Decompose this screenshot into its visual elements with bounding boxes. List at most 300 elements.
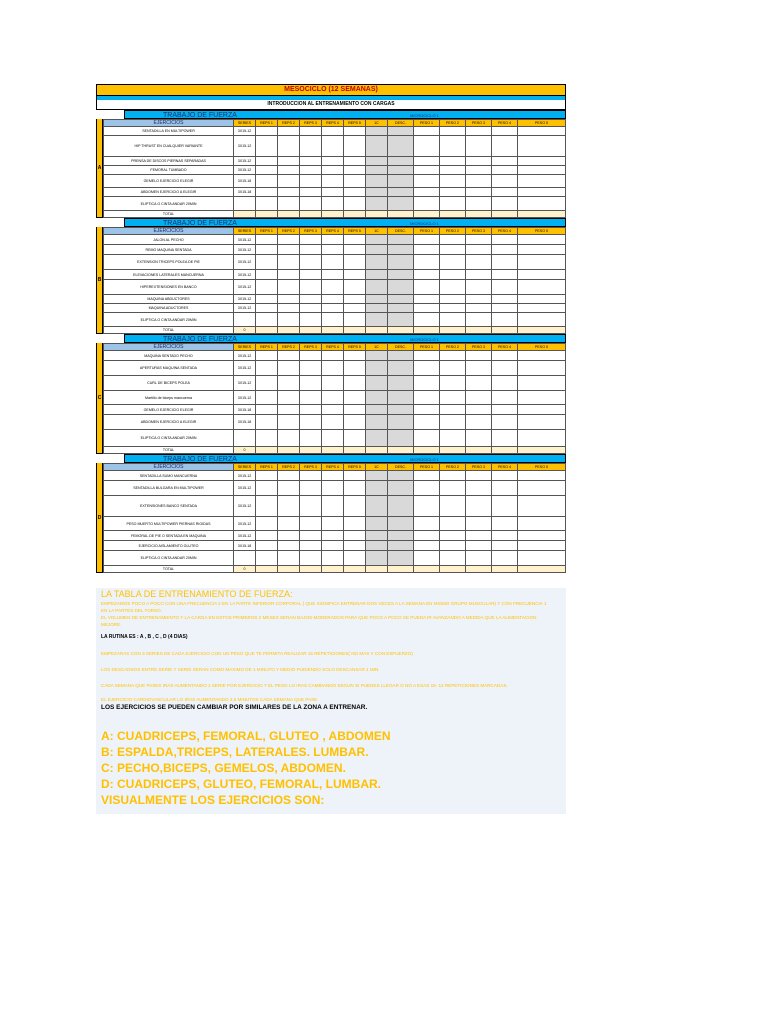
input-cell[interactable] (518, 496, 566, 517)
input-cell[interactable] (300, 280, 322, 295)
input-cell[interactable] (366, 245, 388, 255)
input-cell[interactable] (300, 197, 322, 211)
series-cell[interactable]: 3X15-12 (234, 351, 256, 361)
input-cell[interactable] (492, 541, 518, 551)
input-cell[interactable] (322, 197, 344, 211)
series-cell[interactable]: 3X15-12 (234, 304, 256, 313)
input-cell[interactable] (344, 531, 366, 541)
input-cell[interactable] (256, 415, 278, 430)
input-cell[interactable] (414, 361, 440, 376)
input-cell[interactable] (300, 481, 322, 496)
input-cell[interactable] (278, 304, 300, 313)
input-cell[interactable] (440, 197, 466, 211)
input-cell[interactable] (322, 245, 344, 255)
input-cell[interactable] (518, 245, 566, 255)
input-cell[interactable] (322, 136, 344, 157)
input-cell[interactable] (414, 175, 440, 188)
input-cell[interactable] (278, 188, 300, 197)
series-cell[interactable]: 3X15-12 (234, 235, 256, 245)
input-cell[interactable] (414, 471, 440, 481)
input-cell[interactable] (388, 481, 414, 496)
input-cell[interactable] (388, 361, 414, 376)
input-cell[interactable] (256, 270, 278, 280)
input-cell[interactable] (322, 405, 344, 415)
input-cell[interactable] (492, 175, 518, 188)
input-cell[interactable] (466, 496, 492, 517)
input-cell[interactable] (388, 471, 414, 481)
input-cell[interactable] (388, 245, 414, 255)
input-cell[interactable] (278, 136, 300, 157)
input-cell[interactable] (344, 376, 366, 391)
input-cell[interactable] (256, 376, 278, 391)
input-cell[interactable] (466, 166, 492, 175)
input-cell[interactable] (466, 351, 492, 361)
input-cell[interactable] (300, 471, 322, 481)
input-cell[interactable] (344, 415, 366, 430)
input-cell[interactable] (322, 235, 344, 245)
input-cell[interactable] (256, 481, 278, 496)
input-cell[interactable] (366, 313, 388, 327)
input-cell[interactable] (414, 313, 440, 327)
input-cell[interactable] (414, 245, 440, 255)
input-cell[interactable] (300, 361, 322, 376)
input-cell[interactable] (440, 517, 466, 531)
input-cell[interactable] (518, 270, 566, 280)
input-cell[interactable] (322, 376, 344, 391)
input-cell[interactable] (466, 391, 492, 405)
input-cell[interactable] (466, 517, 492, 531)
input-cell[interactable] (344, 295, 366, 304)
input-cell[interactable] (518, 136, 566, 157)
input-cell[interactable] (300, 313, 322, 327)
input-cell[interactable] (388, 304, 414, 313)
input-cell[interactable] (440, 235, 466, 245)
input-cell[interactable] (278, 405, 300, 415)
input-cell[interactable] (256, 541, 278, 551)
input-cell[interactable] (344, 496, 366, 517)
input-cell[interactable] (518, 235, 566, 245)
input-cell[interactable] (256, 197, 278, 211)
input-cell[interactable] (414, 270, 440, 280)
input-cell[interactable] (366, 188, 388, 197)
series-cell[interactable]: 3X15-12 (234, 280, 256, 295)
input-cell[interactable] (518, 351, 566, 361)
input-cell[interactable] (300, 415, 322, 430)
input-cell[interactable] (366, 175, 388, 188)
input-cell[interactable] (278, 245, 300, 255)
input-cell[interactable] (344, 245, 366, 255)
input-cell[interactable] (466, 127, 492, 136)
input-cell[interactable] (466, 255, 492, 270)
input-cell[interactable] (388, 351, 414, 361)
input-cell[interactable] (414, 351, 440, 361)
input-cell[interactable] (518, 157, 566, 166)
input-cell[interactable] (518, 166, 566, 175)
input-cell[interactable] (366, 376, 388, 391)
input-cell[interactable] (322, 127, 344, 136)
input-cell[interactable] (466, 481, 492, 496)
series-cell[interactable]: 3X15-18 (234, 405, 256, 415)
input-cell[interactable] (492, 496, 518, 517)
input-cell[interactable] (256, 255, 278, 270)
input-cell[interactable] (440, 295, 466, 304)
series-cell[interactable]: 3X15-12 (234, 270, 256, 280)
input-cell[interactable] (388, 541, 414, 551)
input-cell[interactable] (344, 313, 366, 327)
input-cell[interactable] (256, 175, 278, 188)
input-cell[interactable] (388, 405, 414, 415)
input-cell[interactable] (366, 270, 388, 280)
input-cell[interactable] (388, 430, 414, 447)
input-cell[interactable] (256, 295, 278, 304)
series-cell[interactable]: 3X15-12 (234, 136, 256, 157)
input-cell[interactable] (344, 188, 366, 197)
input-cell[interactable] (278, 157, 300, 166)
input-cell[interactable] (300, 391, 322, 405)
input-cell[interactable] (466, 551, 492, 566)
input-cell[interactable] (256, 391, 278, 405)
input-cell[interactable] (300, 430, 322, 447)
input-cell[interactable] (322, 481, 344, 496)
input-cell[interactable] (256, 235, 278, 245)
input-cell[interactable] (300, 136, 322, 157)
input-cell[interactable] (388, 136, 414, 157)
input-cell[interactable] (492, 415, 518, 430)
input-cell[interactable] (440, 280, 466, 295)
input-cell[interactable] (414, 405, 440, 415)
input-cell[interactable] (366, 430, 388, 447)
input-cell[interactable] (440, 415, 466, 430)
input-cell[interactable] (344, 157, 366, 166)
series-cell[interactable]: 3X15-12 (234, 127, 256, 136)
input-cell[interactable] (492, 188, 518, 197)
input-cell[interactable] (414, 127, 440, 136)
input-cell[interactable] (466, 157, 492, 166)
input-cell[interactable] (322, 351, 344, 361)
input-cell[interactable] (300, 551, 322, 566)
input-cell[interactable] (344, 280, 366, 295)
input-cell[interactable] (518, 313, 566, 327)
series-cell[interactable]: 3X15-12 (234, 245, 256, 255)
input-cell[interactable] (256, 157, 278, 166)
input-cell[interactable] (440, 376, 466, 391)
input-cell[interactable] (278, 313, 300, 327)
input-cell[interactable] (322, 541, 344, 551)
input-cell[interactable] (366, 255, 388, 270)
input-cell[interactable] (300, 496, 322, 517)
input-cell[interactable] (366, 471, 388, 481)
input-cell[interactable] (300, 405, 322, 415)
input-cell[interactable] (518, 405, 566, 415)
input-cell[interactable] (366, 496, 388, 517)
input-cell[interactable] (388, 166, 414, 175)
input-cell[interactable] (388, 391, 414, 405)
input-cell[interactable] (256, 304, 278, 313)
input-cell[interactable] (344, 430, 366, 447)
input-cell[interactable] (256, 136, 278, 157)
input-cell[interactable] (414, 430, 440, 447)
input-cell[interactable] (440, 481, 466, 496)
input-cell[interactable] (278, 351, 300, 361)
input-cell[interactable] (278, 391, 300, 405)
input-cell[interactable] (440, 361, 466, 376)
input-cell[interactable] (388, 127, 414, 136)
input-cell[interactable] (344, 551, 366, 566)
input-cell[interactable] (388, 235, 414, 245)
input-cell[interactable] (492, 531, 518, 541)
input-cell[interactable] (322, 551, 344, 566)
input-cell[interactable] (300, 517, 322, 531)
input-cell[interactable] (492, 255, 518, 270)
input-cell[interactable] (440, 157, 466, 166)
input-cell[interactable] (388, 157, 414, 166)
input-cell[interactable] (388, 175, 414, 188)
input-cell[interactable] (414, 235, 440, 245)
input-cell[interactable] (440, 166, 466, 175)
input-cell[interactable] (344, 481, 366, 496)
input-cell[interactable] (492, 481, 518, 496)
input-cell[interactable] (322, 313, 344, 327)
input-cell[interactable] (388, 531, 414, 541)
input-cell[interactable] (466, 295, 492, 304)
input-cell[interactable] (440, 430, 466, 447)
input-cell[interactable] (492, 197, 518, 211)
input-cell[interactable] (492, 351, 518, 361)
input-cell[interactable] (466, 280, 492, 295)
input-cell[interactable] (492, 517, 518, 531)
input-cell[interactable] (440, 351, 466, 361)
input-cell[interactable] (278, 376, 300, 391)
input-cell[interactable] (256, 405, 278, 415)
input-cell[interactable] (366, 280, 388, 295)
input-cell[interactable] (414, 496, 440, 517)
input-cell[interactable] (518, 127, 566, 136)
input-cell[interactable] (518, 551, 566, 566)
input-cell[interactable] (466, 304, 492, 313)
series-cell[interactable]: 3X15-12 (234, 481, 256, 496)
input-cell[interactable] (388, 551, 414, 566)
input-cell[interactable] (256, 166, 278, 175)
input-cell[interactable] (414, 304, 440, 313)
input-cell[interactable] (300, 157, 322, 166)
input-cell[interactable] (388, 313, 414, 327)
series-cell[interactable]: 3X15-12 (234, 496, 256, 517)
input-cell[interactable] (278, 197, 300, 211)
input-cell[interactable] (466, 270, 492, 280)
input-cell[interactable] (440, 496, 466, 517)
input-cell[interactable] (414, 415, 440, 430)
input-cell[interactable] (256, 280, 278, 295)
input-cell[interactable] (388, 517, 414, 531)
input-cell[interactable] (466, 471, 492, 481)
series-cell[interactable]: 3X15-12 (234, 391, 256, 405)
input-cell[interactable] (278, 531, 300, 541)
input-cell[interactable] (300, 376, 322, 391)
input-cell[interactable] (518, 541, 566, 551)
input-cell[interactable] (278, 517, 300, 531)
input-cell[interactable] (344, 517, 366, 531)
input-cell[interactable] (440, 255, 466, 270)
input-cell[interactable] (278, 496, 300, 517)
series-cell[interactable]: 3X15-12 (234, 361, 256, 376)
input-cell[interactable] (344, 175, 366, 188)
input-cell[interactable] (300, 166, 322, 175)
input-cell[interactable] (466, 415, 492, 430)
input-cell[interactable] (518, 481, 566, 496)
input-cell[interactable] (366, 127, 388, 136)
input-cell[interactable] (388, 197, 414, 211)
input-cell[interactable] (366, 415, 388, 430)
series-cell[interactable] (234, 430, 256, 447)
input-cell[interactable] (366, 551, 388, 566)
input-cell[interactable] (492, 551, 518, 566)
input-cell[interactable] (366, 361, 388, 376)
input-cell[interactable] (344, 471, 366, 481)
input-cell[interactable] (466, 405, 492, 415)
input-cell[interactable] (414, 481, 440, 496)
input-cell[interactable] (344, 127, 366, 136)
input-cell[interactable] (322, 188, 344, 197)
input-cell[interactable] (366, 531, 388, 541)
input-cell[interactable] (388, 188, 414, 197)
input-cell[interactable] (344, 235, 366, 245)
input-cell[interactable] (388, 255, 414, 270)
input-cell[interactable] (256, 127, 278, 136)
input-cell[interactable] (278, 361, 300, 376)
input-cell[interactable] (256, 551, 278, 566)
input-cell[interactable] (440, 127, 466, 136)
input-cell[interactable] (300, 531, 322, 541)
input-cell[interactable] (518, 255, 566, 270)
input-cell[interactable] (322, 270, 344, 280)
input-cell[interactable] (388, 415, 414, 430)
input-cell[interactable] (256, 531, 278, 541)
input-cell[interactable] (322, 304, 344, 313)
input-cell[interactable] (440, 304, 466, 313)
input-cell[interactable] (322, 361, 344, 376)
input-cell[interactable] (366, 295, 388, 304)
input-cell[interactable] (492, 136, 518, 157)
input-cell[interactable] (256, 471, 278, 481)
series-cell[interactable]: 3X15-12 (234, 157, 256, 166)
input-cell[interactable] (492, 157, 518, 166)
input-cell[interactable] (414, 280, 440, 295)
input-cell[interactable] (344, 166, 366, 175)
input-cell[interactable] (278, 481, 300, 496)
input-cell[interactable] (414, 551, 440, 566)
input-cell[interactable] (466, 235, 492, 245)
input-cell[interactable] (366, 517, 388, 531)
input-cell[interactable] (440, 136, 466, 157)
input-cell[interactable] (466, 245, 492, 255)
input-cell[interactable] (278, 541, 300, 551)
input-cell[interactable] (518, 361, 566, 376)
input-cell[interactable] (440, 245, 466, 255)
input-cell[interactable] (518, 430, 566, 447)
input-cell[interactable] (414, 188, 440, 197)
input-cell[interactable] (322, 496, 344, 517)
input-cell[interactable] (278, 280, 300, 295)
series-cell[interactable]: 3X15-12 (234, 376, 256, 391)
series-cell[interactable]: 3X15-12 (234, 166, 256, 175)
input-cell[interactable] (322, 295, 344, 304)
input-cell[interactable] (518, 517, 566, 531)
input-cell[interactable] (322, 166, 344, 175)
input-cell[interactable] (322, 517, 344, 531)
input-cell[interactable] (440, 391, 466, 405)
series-cell[interactable] (234, 197, 256, 211)
input-cell[interactable] (466, 197, 492, 211)
input-cell[interactable] (344, 351, 366, 361)
input-cell[interactable] (440, 531, 466, 541)
input-cell[interactable] (492, 280, 518, 295)
input-cell[interactable] (518, 197, 566, 211)
series-cell[interactable]: 3X15-18 (234, 541, 256, 551)
input-cell[interactable] (466, 136, 492, 157)
input-cell[interactable] (518, 391, 566, 405)
input-cell[interactable] (492, 127, 518, 136)
input-cell[interactable] (322, 175, 344, 188)
series-cell[interactable] (234, 551, 256, 566)
input-cell[interactable] (414, 157, 440, 166)
input-cell[interactable] (278, 415, 300, 430)
series-cell[interactable]: 3X15-18 (234, 188, 256, 197)
input-cell[interactable] (322, 430, 344, 447)
input-cell[interactable] (492, 245, 518, 255)
input-cell[interactable] (518, 280, 566, 295)
series-cell[interactable]: 3X15-18 (234, 175, 256, 188)
input-cell[interactable] (344, 391, 366, 405)
input-cell[interactable] (366, 166, 388, 175)
input-cell[interactable] (466, 313, 492, 327)
input-cell[interactable] (492, 376, 518, 391)
input-cell[interactable] (414, 136, 440, 157)
input-cell[interactable] (278, 471, 300, 481)
input-cell[interactable] (366, 541, 388, 551)
series-cell[interactable]: 3X15-18 (234, 415, 256, 430)
series-cell[interactable]: 3X15-12 (234, 295, 256, 304)
input-cell[interactable] (300, 188, 322, 197)
input-cell[interactable] (492, 391, 518, 405)
input-cell[interactable] (492, 304, 518, 313)
input-cell[interactable] (366, 157, 388, 166)
input-cell[interactable] (492, 235, 518, 245)
input-cell[interactable] (518, 188, 566, 197)
input-cell[interactable] (388, 496, 414, 517)
input-cell[interactable] (466, 541, 492, 551)
input-cell[interactable] (492, 270, 518, 280)
input-cell[interactable] (344, 270, 366, 280)
input-cell[interactable] (492, 361, 518, 376)
input-cell[interactable] (466, 531, 492, 541)
input-cell[interactable] (366, 405, 388, 415)
input-cell[interactable] (440, 313, 466, 327)
input-cell[interactable] (344, 255, 366, 270)
input-cell[interactable] (256, 430, 278, 447)
input-cell[interactable] (256, 351, 278, 361)
series-cell[interactable]: 3X15-12 (234, 471, 256, 481)
input-cell[interactable] (414, 295, 440, 304)
input-cell[interactable] (256, 517, 278, 531)
input-cell[interactable] (322, 157, 344, 166)
input-cell[interactable] (414, 197, 440, 211)
input-cell[interactable] (256, 496, 278, 517)
input-cell[interactable] (300, 541, 322, 551)
input-cell[interactable] (492, 166, 518, 175)
input-cell[interactable] (388, 280, 414, 295)
input-cell[interactable] (518, 531, 566, 541)
input-cell[interactable] (322, 471, 344, 481)
